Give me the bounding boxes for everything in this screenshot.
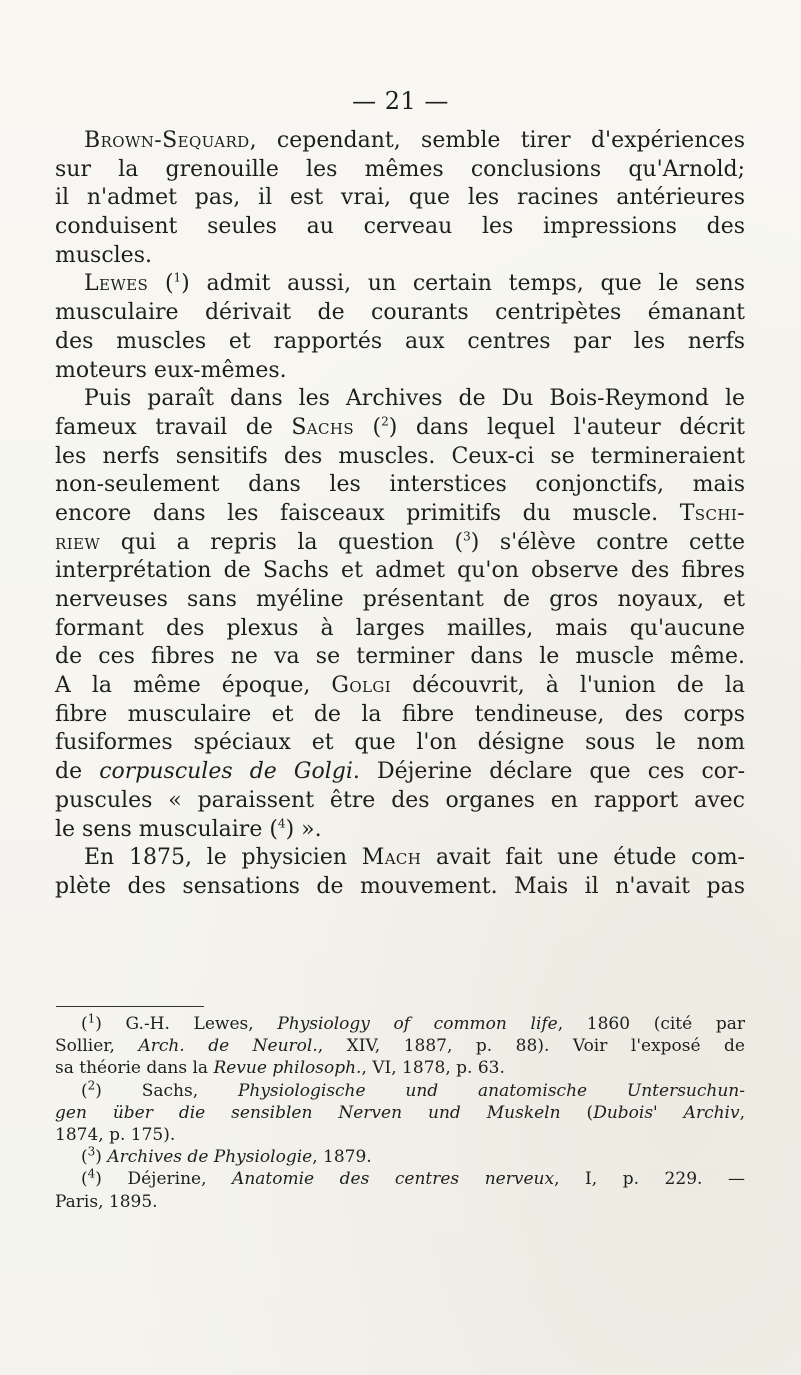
text-run: fameux travail de xyxy=(55,414,292,440)
italic-term: corpuscules de Golgi xyxy=(99,759,353,785)
text-line xyxy=(55,270,745,299)
text-run: ( xyxy=(354,414,382,440)
text-run: Sollier, xyxy=(55,1036,139,1057)
text-run: découvrit, à l'union de la xyxy=(391,673,745,699)
text-line: formant des plexus à larges mailles, mais qu'aucune xyxy=(55,615,745,641)
footnote-ref: 2 xyxy=(381,414,389,429)
text-run: . Déjerine déclare que ces cor- xyxy=(352,759,745,785)
text-line xyxy=(55,844,745,873)
footnote-ref: 4 xyxy=(277,816,286,831)
text-line: des muscles et rapportés aux centres par les nerfs xyxy=(55,328,745,354)
text-run: , 1879. xyxy=(312,1147,372,1168)
text-line xyxy=(55,816,745,845)
text-line: puscules « paraissent être des organes en rapport avec xyxy=(55,787,745,813)
text-line xyxy=(55,414,745,443)
author-name: Golgi xyxy=(331,673,392,699)
text-run: de xyxy=(55,759,100,785)
text-run: , xyxy=(739,1102,746,1123)
text-run: encore dans les faisceaux primitifs du muscle. xyxy=(55,500,680,526)
author-name: Mach xyxy=(361,845,422,871)
text-line: moteurs eux-mêmes. xyxy=(55,357,287,383)
text-run: ) s'élève contre cette xyxy=(470,529,746,555)
text-run: , I, p. 229. — xyxy=(554,1169,745,1190)
footnote-line: 1874, p. 175). xyxy=(55,1124,176,1145)
footnote-divider xyxy=(56,1006,204,1007)
text-line: les nerfs sensitifs des muscles. Ceux-ci se termineraient xyxy=(55,443,745,469)
italic-title: gen über die sensiblen Nerven und Muskeln xyxy=(55,1102,561,1123)
footnote-ref: 1 xyxy=(173,271,182,286)
text-line: non-seulement dans les interstices conjonctifs, mais xyxy=(55,472,745,498)
text-line: conduisent seules au cerveau les impressions des xyxy=(55,214,745,240)
author-name: riew xyxy=(55,529,101,555)
text-line: plète des sensations de mouvement. Mais il n'avait pas xyxy=(55,873,745,899)
text-run: ) Déjerine, xyxy=(95,1169,233,1190)
text-line: Puis paraît dans les Archives de Du Bois-Reymond le xyxy=(84,386,745,412)
text-run: A la même époque, xyxy=(55,673,332,699)
text-run: En 1875, le physicien xyxy=(84,845,362,871)
italic-title: Revue philosoph. xyxy=(213,1058,362,1079)
italic-title: Arch. de Neurol. xyxy=(138,1036,318,1057)
author-name: Sachs xyxy=(291,414,355,440)
author-name: Brown-Sequard xyxy=(84,128,250,153)
text-run: ( xyxy=(560,1102,594,1123)
text-run: , cependant, semble tirer d'expériences xyxy=(249,128,745,153)
footnote-mark: 2 xyxy=(87,1077,96,1092)
author-name: Lewes xyxy=(84,271,149,297)
text-line xyxy=(55,758,745,787)
text-line: fibre musculaire et de la fibre tendineuse, des corps xyxy=(55,701,745,727)
text-run: ) dans lequel l'auteur décrit xyxy=(388,414,746,440)
text-run: , VI, 1878, p. 63. xyxy=(361,1058,505,1079)
text-line: muscles. xyxy=(55,242,152,268)
text-line xyxy=(55,529,745,558)
author-name: Tschi- xyxy=(679,500,745,526)
text-line xyxy=(55,672,745,701)
footnote-line: ($^2$) Sachs, Physiologische und anatomische Untersuchun- xyxy=(81,1077,745,1101)
text-run: ) admit aussi, un certain temps, que le sens xyxy=(181,271,746,297)
text-line: il n'admet pas, il est vrai, que les racines antérieures xyxy=(55,185,745,211)
italic-title: Anatomie des centres nerveux xyxy=(232,1169,555,1190)
footnote-line xyxy=(55,1102,745,1124)
text-line: musculaire dérivait de courants centripètes émanant xyxy=(55,300,745,326)
footnote-mark: 3 xyxy=(87,1144,96,1159)
text-run: sa théorie dans la xyxy=(55,1058,214,1079)
text-run: ) ». xyxy=(285,816,322,842)
italic-title: Physiology of common life xyxy=(277,1014,558,1034)
footnote-line: ($^3$) Archives de Physiologie, 1879. xyxy=(81,1144,372,1168)
text-run: , XIV, 1887, p. 88). Voir l'exposé de xyxy=(317,1036,745,1057)
text-run: qui a repris la question ( xyxy=(100,529,464,555)
footnote-line: ($^4$) Déjerine, Anatomie des centres nerveux, I, p. 229. — xyxy=(81,1166,745,1190)
text-run: le sens musculaire ( xyxy=(55,816,278,842)
footnote-line xyxy=(55,1035,745,1057)
footnote-line: Paris, 1895. xyxy=(55,1191,158,1212)
page-number: — 21 — xyxy=(352,87,449,115)
italic-title: Dubois' Archiv xyxy=(593,1102,740,1123)
text-run: avait fait une étude com- xyxy=(421,845,745,871)
footnote-ref: 3 xyxy=(463,529,471,544)
italic-title: Physiologische und anatomische Untersuchun- xyxy=(237,1080,745,1101)
footnote-mark: 4 xyxy=(87,1166,96,1181)
text-run: ) G.-H. Lewes, xyxy=(95,1014,278,1034)
footnote-line xyxy=(55,1057,745,1079)
text-line: sur la grenouille les mêmes conclusions qu'Arnold; xyxy=(55,156,745,182)
footnote-line: ($^1$) G.-H. Lewes, Physiology of common life, 1860 (cité par xyxy=(81,1011,745,1034)
text-line xyxy=(55,500,745,529)
text-line: interprétation de Sachs et admet qu'on observe des fibres xyxy=(55,558,745,584)
text-run: ) Sachs, xyxy=(95,1080,238,1101)
main-text xyxy=(55,127,745,902)
text-line xyxy=(55,127,745,156)
text-line: nerveuses sans myéline présentant de gros noyaux, et xyxy=(55,587,745,612)
text-run: ) xyxy=(95,1147,108,1168)
text-line: fusiformes spéciaux et que l'on désigne sous le nom xyxy=(55,730,745,756)
text-run: ( xyxy=(148,271,174,297)
text-line: de ces fibres ne va se terminer dans le muscle même. xyxy=(55,644,745,670)
footnotes xyxy=(55,1013,745,1213)
italic-title: Archives de Physiologie xyxy=(107,1147,313,1168)
text-run: , 1860 (cité par xyxy=(557,1014,745,1034)
footnote-mark: 1 xyxy=(87,1011,96,1026)
